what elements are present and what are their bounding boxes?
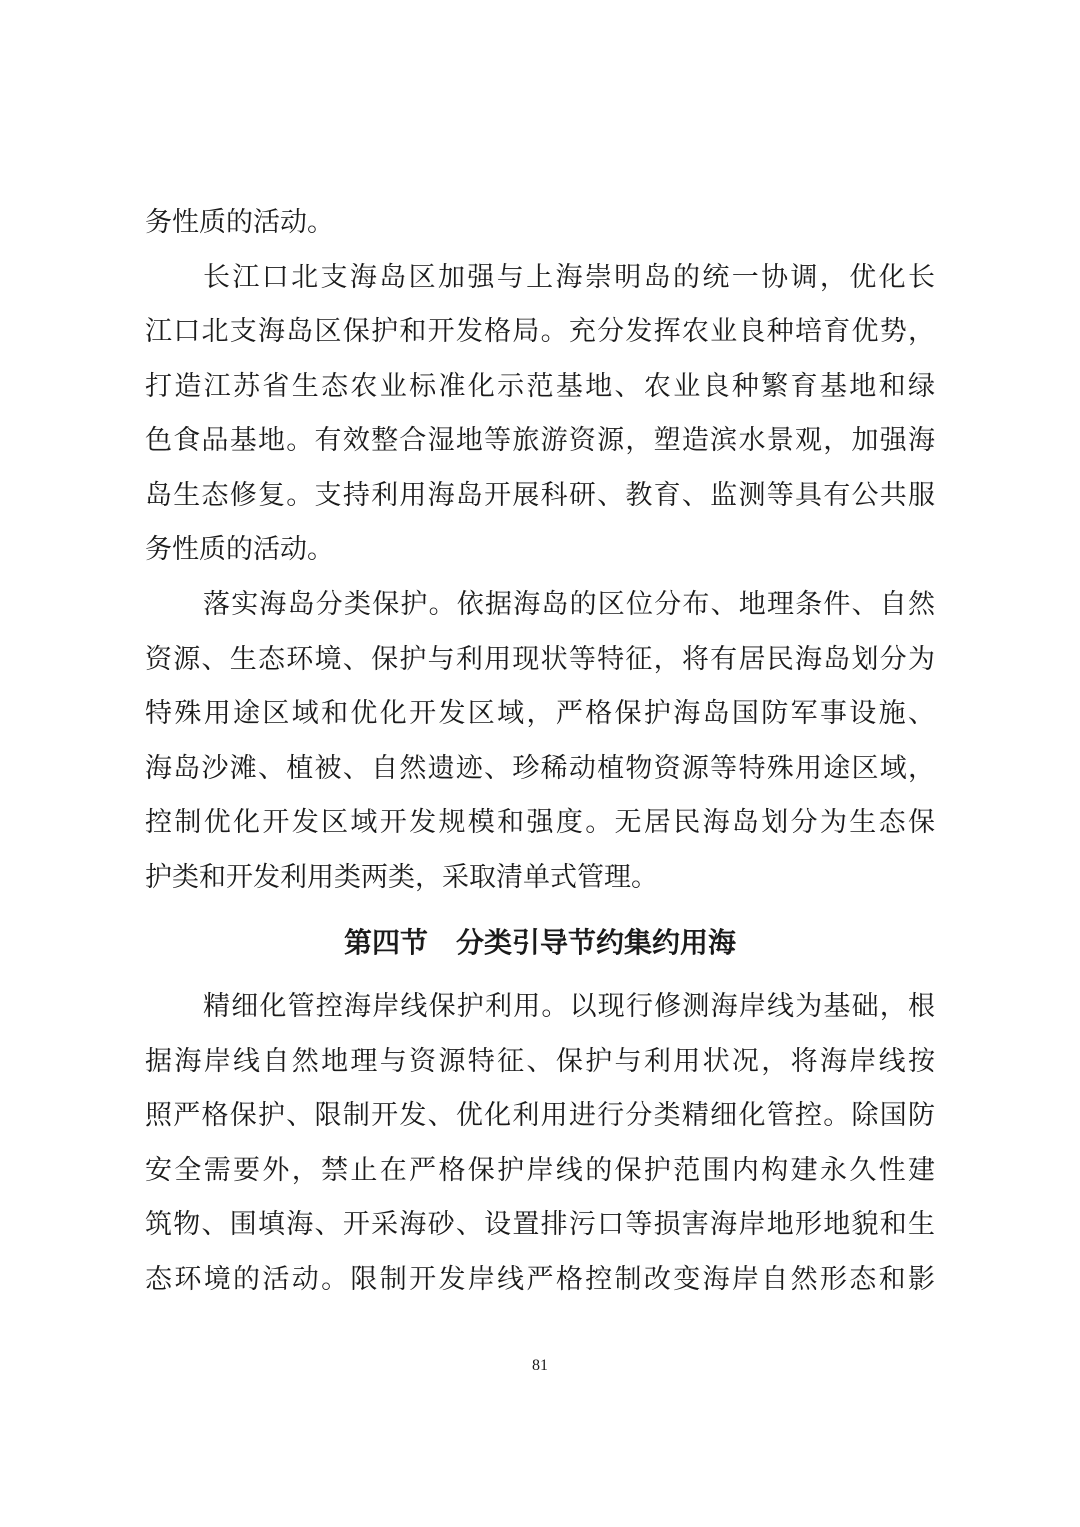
- body-text-line: 安全需要外，禁止在严格保护岸线的保护范围内构建永久性建: [145, 1155, 935, 1186]
- body-text-line: 特殊用途区域和优化开发区域，严格保护海岛国防军事设施、: [145, 698, 935, 729]
- page-number: 81: [532, 1357, 548, 1374]
- body-text-line: 打造江苏省生态农业标准化示范基地、农业良种繁育基地和绿: [145, 371, 935, 402]
- body-text-line: 照严格保护、限制开发、优化利用进行分类精细化管控。除国防: [145, 1100, 935, 1131]
- body-text-line: 海岛沙滩、植被、自然遗迹、珍稀动植物资源等特殊用途区域，: [145, 753, 935, 784]
- body-text-line: 筑物、围填海、开采海砂、设置排污口等损害海岸地形地貌和生: [145, 1209, 935, 1240]
- body-text-line: 护类和开发利用类两类，采取清单式管理。: [145, 862, 658, 893]
- body-text-line: 色食品基地。有效整合湿地等旅游资源，塑造滨水景观，加强海: [145, 425, 935, 456]
- paragraph-first-line: 落实海岛分类保护。依据海岛的区位分布、地理条件、自然: [203, 589, 935, 620]
- body-text-line: 务性质的活动。: [145, 534, 334, 565]
- body-text-line: 控制优化开发区域开发规模和强度。无居民海岛划分为生态保: [145, 807, 935, 838]
- paragraph-first-line: 长江口北支海岛区加强与上海崇明岛的统一协调，优化长: [203, 262, 935, 293]
- body-text-line: 岛生态修复。支持利用海岛开展科研、教育、监测等具有公共服: [145, 480, 935, 511]
- body-text-line: 江口北支海岛区保护和开发格局。充分发挥农业良种培育优势，: [145, 316, 935, 347]
- body-text-line: 务性质的活动。: [145, 207, 334, 238]
- body-text-line: 据海岸线自然地理与资源特征、保护与利用状况，将海岸线按: [145, 1046, 935, 1077]
- paragraph-first-line: 精细化管控海岸线保护利用。以现行修测海岸线为基础，根: [203, 991, 935, 1022]
- body-text-line: 资源、生态环境、保护与利用现状等特征，将有居民海岛划分为: [145, 644, 935, 675]
- body-text-line: 态环境的活动。限制开发岸线严格控制改变海岸自然形态和影: [145, 1264, 935, 1295]
- section-heading: 第四节 分类引导节约集约用海: [343, 926, 736, 959]
